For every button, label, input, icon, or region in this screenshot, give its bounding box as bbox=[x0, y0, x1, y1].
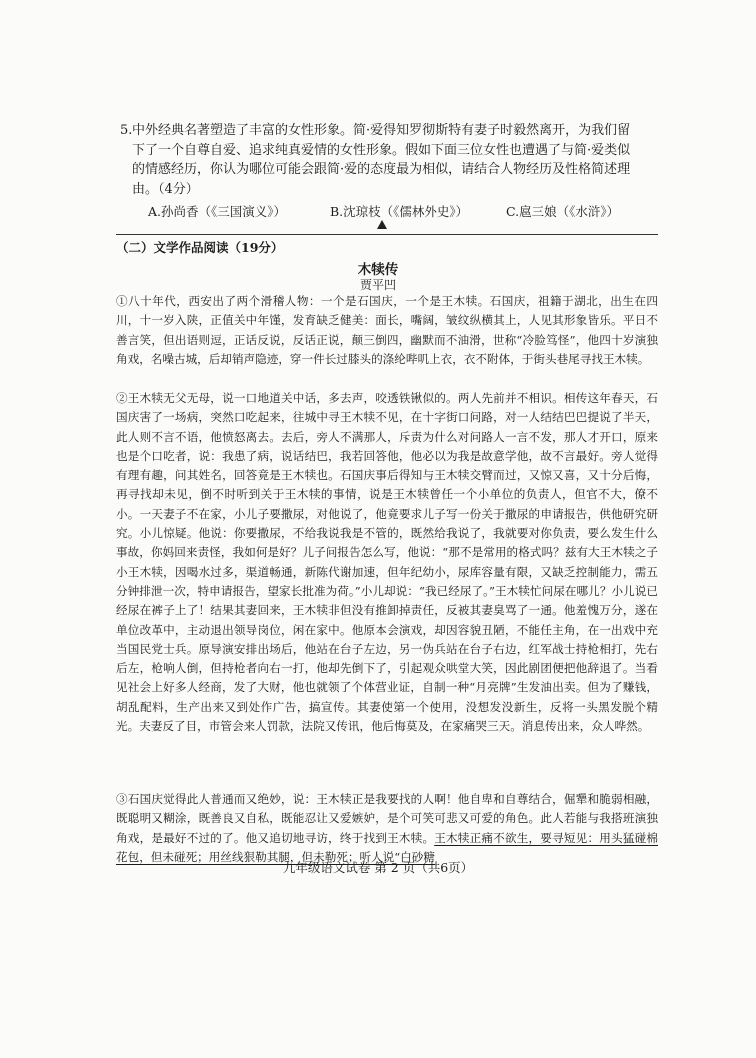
choice-a: A.孙尚香（《三国演义》） bbox=[148, 204, 287, 219]
paragraph-3-text: ③石国庆觉得此人普通而又绝妙，说：王木犊正是我要找的人啊！他自卑和自尊结合，倔犟和脆弱相融，既聪明又糊涂，既善良又自私，既能忍让又爱嫉妒，是个可笑可悲又可爱的角色。此人若能与我搭班演独角戏，是最好不过的了。他又追切地寻访，终于找到王木犊。 bbox=[116, 792, 658, 845]
paragraph-3-underlined: 王木犊正痛不欲生，要寻短见：用头猛碰棉花包，但未碰死；用丝线狠勒其腿，但未勒死；听人说“白砂糖 bbox=[116, 830, 658, 864]
question-5 bbox=[120, 121, 640, 199]
article-title: 木犊传 bbox=[357, 262, 399, 278]
choice-b: B.沈琼枝（《儒林外史》） bbox=[330, 204, 469, 219]
section-heading: （二）文学作品阅读（19分） bbox=[116, 240, 284, 255]
paragraph-2: ②王木犊无父无母，说一口地道关中话，多去声，咬透铁锹似的。两人先前并不相识。相传这年春天，石国庆害了一场病，突然口吃起来，往城中寻王木犊不见，在十字街口问路，对一人结结巴巴提说了半天，此人则不言不语，他愤怒离去。去后，旁人不满那人，斥责为什么对问路人一言不发，那人才开口，原来也是个口吃者，说：我患了病，说话结巴，我若回答他，他必以为我是故意学他，故不言最好。旁人觉得有理有趣，问其姓名，回答竟是王木犊也。石国庆事后得知与王木犊交臂而过，又惊又喜，又十分后悔，再寻找却未见，倒不时听到关于王木犊的事情，说是王木犊曾任一个小单位的负责人，但官不大，僚不小。一天妻子不在家，小儿子要撒尿，对他说了，他竟要求儿子写一份关于撒尿的申请报告，供他研究研究。小儿惊疑。他说：你要撒尿，不给我说我是不管的，既然给我说了，我就要对你负责，要么发生什么事故，你妈回来责怪，我如何是好？儿子问报告怎么写，他说：“那不是常用的格式吗？兹有大王木犊之子小王木犊，因喝水过多，渠道畅通，新陈代谢加速，但年纪幼小，尿库容量有限，又缺乏控制能力，需五分钟排泄一次，特申请报告，望家长批准为荷。”小儿却说：“我已经尿了。”王木犊忙问尿在哪儿？小儿说已经尿在裤子上了！结果其妻回来，王木犊非但没有推卸掉责任，反被其妻臭骂了一通。他羞愧万分，遂在单位改革中，主动退出领导岗位，闲在家中。他原本会演戏，却因容貌丑陋，不能任主角，在一出戏中充当国民党士兵。原导演安排出场后，他站在台子左边，另一伪兵站在台子右边，红军战士持枪相打，先右后左，枪响人倒，但持枪者向右一打，他却先倒下了，引起观众哄堂大笑，因此剧团便把他辞退了。当看见社会上好多人经商，发了大财，他也就领了个体营业证，自制一种“月亮牌”生发油出卖。但为了赚钱，胡乱配料，生产出来又到处作广告，搞宣传。其妻使第一个使用，没想发没新生，反将一头黑发脱个精光。夫妻反了目，市管会来人罚款，法院又传讯，他后悔莫及，在家痛哭三天。消息传出来，众人哗然。 bbox=[116, 391, 658, 734]
paragraph-1: ①八十年代，西安出了两个滑稽人物：一个是石国庆，一个是王木犊。石国庆，祖籍于湖北，出生在四川，十一岁入陕，正值关中年馑，发育缺乏健美：面长，嘴阔，皱纹纵横其上，人见其形象皆乐。平日不善言笑，但出语则逗，正话反说，反话正说，颠三倒四，幽默而不油滑，世称“冷脸笃怪”，他四十岁演独角戏，名噪古城，后却销声隐迹，穿一件长过膝头的涤纶哔叽上衣，衣不附体，于街头巷尾寻找王木犊。 bbox=[116, 294, 658, 366]
question-number: 5. bbox=[120, 123, 133, 138]
choice-c: C.扈三娘（《水浒》） bbox=[506, 204, 620, 219]
article-author: 贾平凹 bbox=[359, 278, 396, 292]
section-divider bbox=[116, 234, 658, 235]
page-footer: 九年级语文试卷 第 2 页（共6页） bbox=[282, 860, 474, 875]
answer-area-triangle-icon bbox=[377, 220, 387, 229]
question-text: 中外经典名著塑造了丰富的女性形象。简·爱得知罗彻斯特有妻子时毅然离开，为我们留下了一个自尊自爱、追求纯真爱情的女性形象。假如下面三位女性也遭遇了与简·爱类似的情感经历，你认为哪位可能会跟简·爱的态度最为相似，请结合人物经历及性格简述理由。（4分） bbox=[132, 123, 631, 197]
paragraph-3 bbox=[116, 790, 658, 867]
